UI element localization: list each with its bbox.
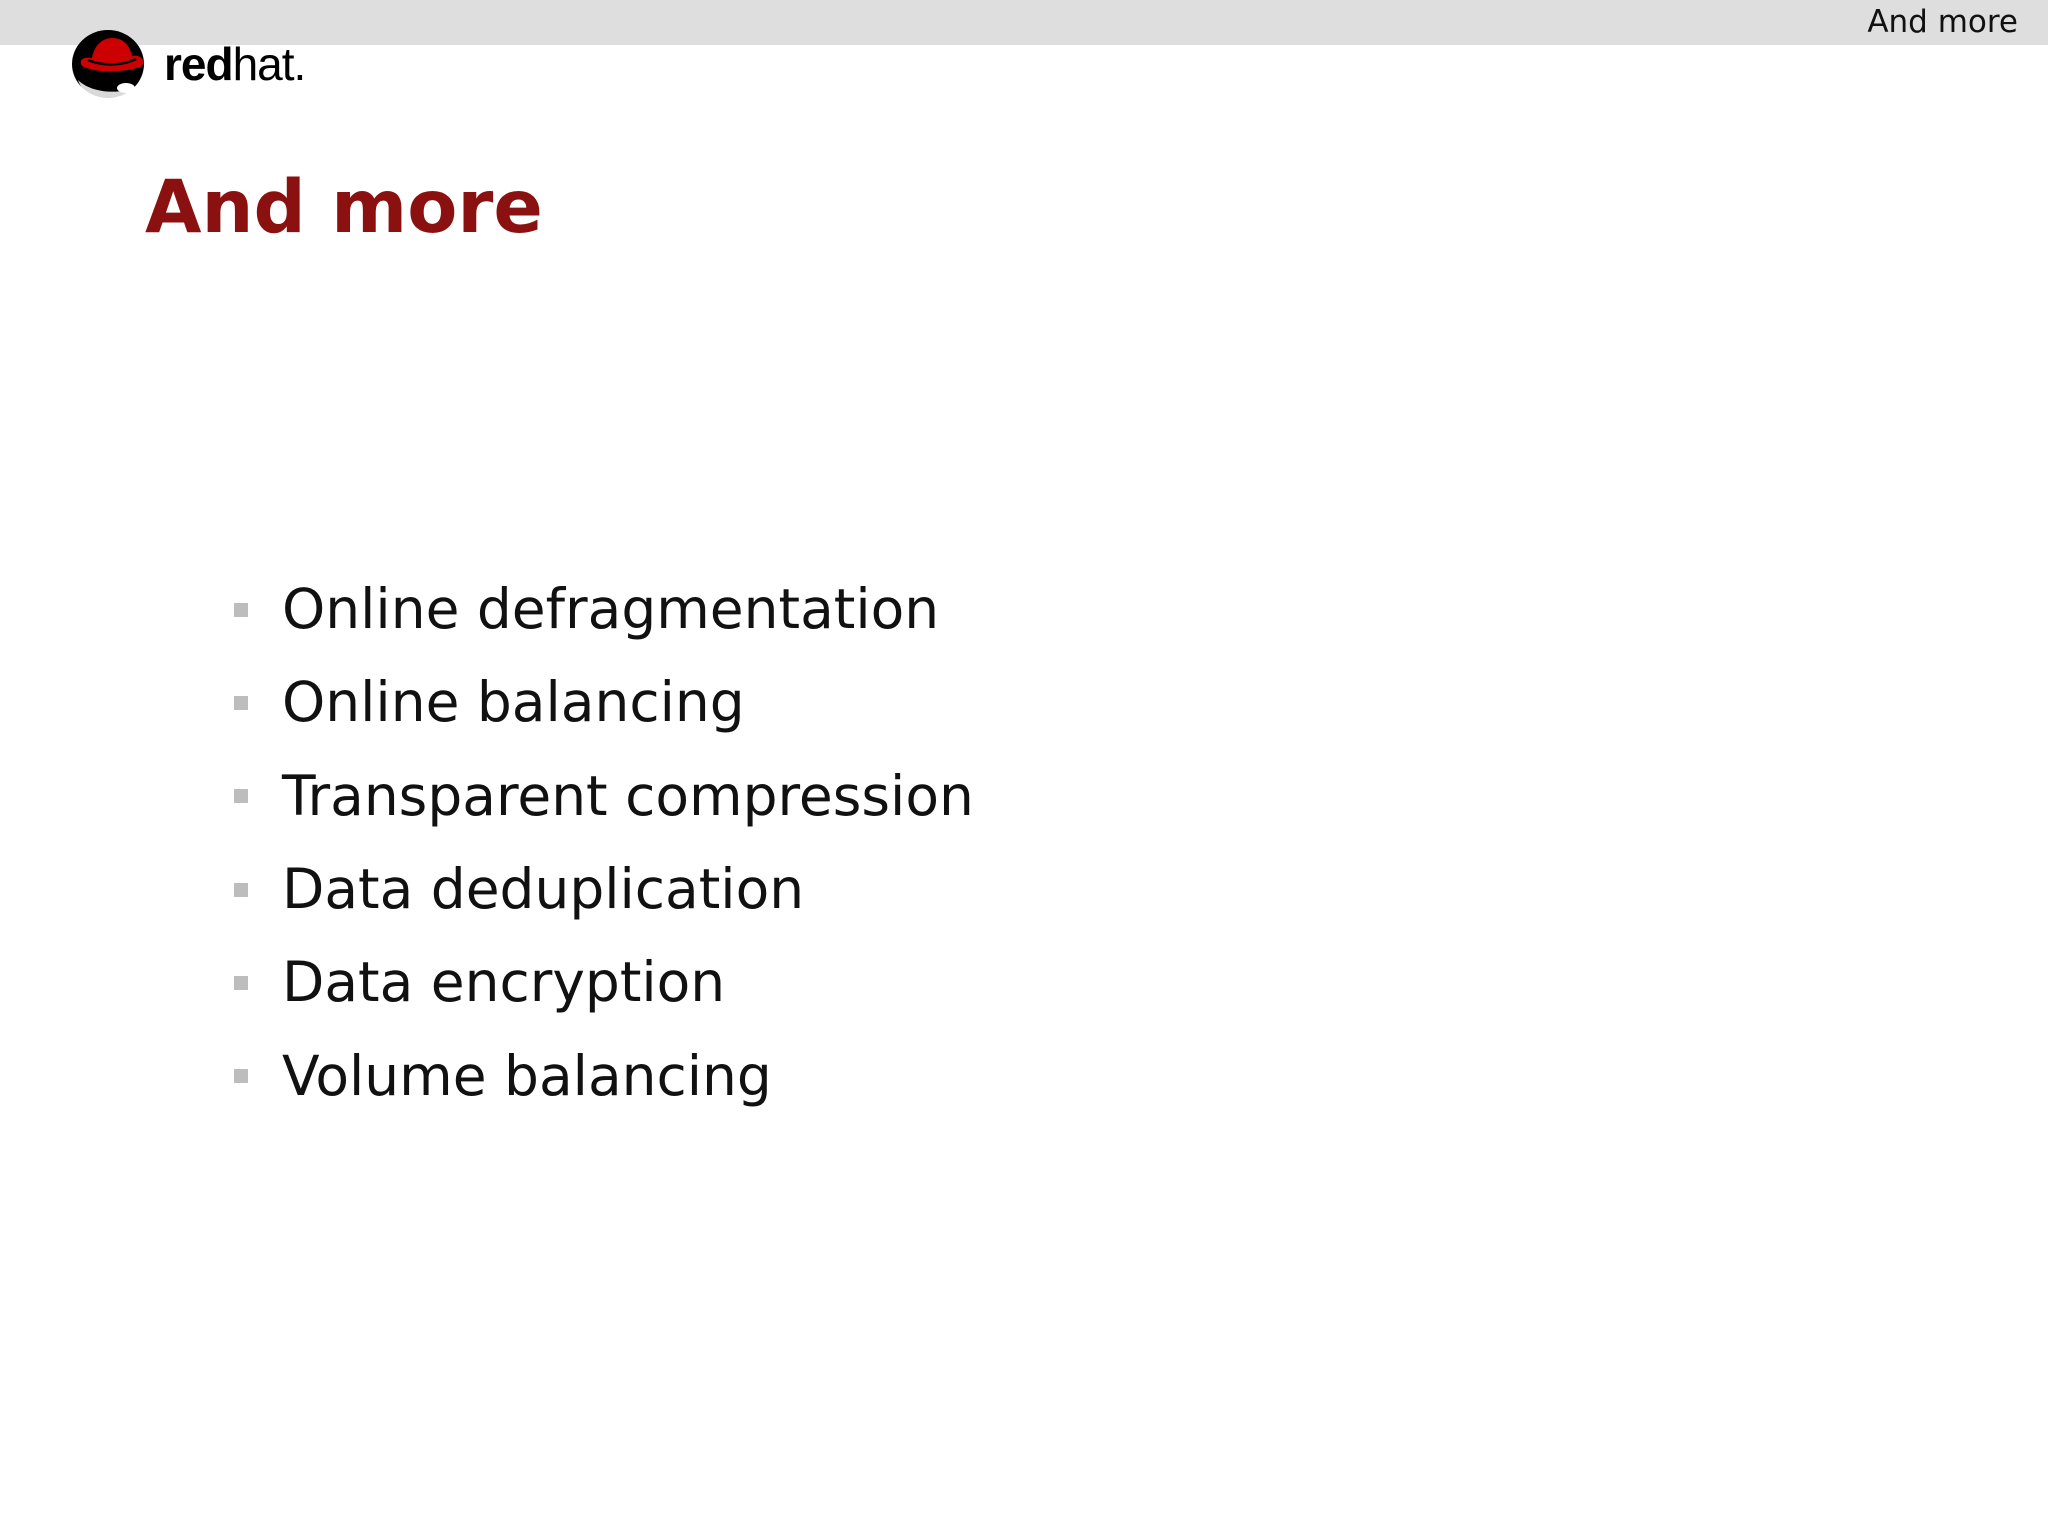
list-item (234, 656, 974, 749)
square-bullet-icon (234, 789, 248, 803)
list-item-text: Data deduplication (282, 857, 805, 922)
header-bar (0, 0, 2048, 45)
square-bullet-icon (234, 1069, 248, 1083)
square-bullet-icon (234, 696, 248, 710)
square-bullet-icon (234, 603, 248, 617)
square-bullet-icon (234, 976, 248, 990)
redhat-wordmark (164, 38, 306, 90)
list-item (234, 843, 974, 936)
list-item-text: Transparent compression (282, 763, 974, 828)
list-item-text: Online balancing (282, 670, 745, 735)
feature-list (234, 563, 974, 1123)
list-item-text: Data encryption (282, 950, 726, 1015)
wordmark-hat: hat (232, 38, 294, 90)
wordmark-red: red (164, 38, 233, 90)
list-item (234, 936, 974, 1029)
list-item (234, 563, 974, 656)
list-item-text: Volume balancing (282, 1043, 772, 1108)
slide-title: And more (145, 165, 543, 250)
redhat-shadowman-icon (68, 26, 152, 102)
redhat-logo (68, 26, 305, 102)
square-bullet-icon (234, 883, 248, 897)
list-item-text: Online defragmentation (282, 577, 940, 642)
header-section-title: And more (1867, 4, 2018, 40)
list-item (234, 1029, 974, 1122)
list-item (234, 750, 974, 843)
wordmark-trademark: . (293, 38, 306, 90)
